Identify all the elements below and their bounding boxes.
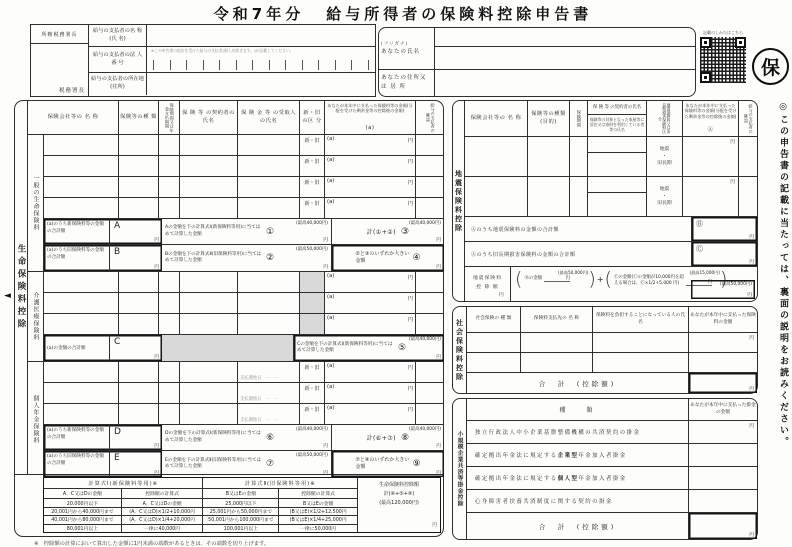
soc-amount-cell — [689, 353, 757, 372]
tax-office-column — [31, 25, 89, 96]
mut-row-label: 確定拠出年金法に規定する 企業型 年金加入者掛金 — [467, 444, 689, 466]
col-company: 保険会社等の 名 称 — [28, 101, 119, 134]
cell-amount: (a) 円 — [325, 177, 416, 197]
cell-amount: (a) 円 — [325, 272, 416, 292]
life-deduction-total-formula: 計(④+⑤+⑨) — [383, 491, 415, 497]
col-payer-confirm: 給与の支払者の確認 — [426, 102, 436, 133]
mut-amount-cell — [689, 444, 757, 466]
mut-col-amount: あなたが本年中に支払った掛金の金額 — [690, 403, 756, 415]
tax-office-suffix: 税務署長 — [58, 88, 85, 94]
eq-col-amount-text: あなたが本年中に支払った保険料等の金額(分配を受けた剰余金等の控除後の金額) — [684, 103, 737, 119]
eq-col-names — [588, 101, 647, 136]
row-E-pick: ⑦と⑧のいずれか大きい金額 ⑨ 円 — [332, 451, 444, 477]
payer-name-label: 給与の支払者の名 称(氏 名) — [89, 25, 147, 46]
eq-deduction-result: (最高50,000円) 円 — [691, 280, 755, 299]
soc-col-payee: 保険料支払先の 名 称 — [521, 307, 593, 332]
furigana-label: (フリガナ) — [381, 41, 409, 47]
earthquake-side-label: 地震保険料控除 — [454, 169, 463, 233]
payer-info-block — [30, 24, 376, 97]
eq-col-contractor: 保 険 等 の契約者の氏名 — [588, 101, 646, 115]
corporate-number-boxes — [153, 60, 369, 70]
row-E-value: E 円 — [114, 453, 159, 476]
eq-row-C-label: Ⓐのうち旧長期損害保険料の金額の合計額 — [465, 242, 692, 266]
tax-office-box-label: 所轄税務署長 — [31, 25, 88, 44]
eq-row-B-value: Ⓑ 円 — [692, 217, 757, 241]
row-D — [44, 425, 444, 451]
your-address-row — [379, 70, 695, 96]
formula-col-new-amount: A、C又はDの金額 — [44, 489, 122, 498]
formula-cell: 25,000円以下 — [203, 499, 279, 506]
ho-stamp-char: 保 — [760, 57, 780, 79]
your-address-field — [435, 70, 695, 96]
cell-shinkyu: 新・旧 — [300, 198, 325, 218]
mut-total-value: 円 — [689, 513, 757, 539]
social-data-row — [467, 333, 757, 353]
formula-title-new: 計算式Ⅰ(新保険料等用)※ — [44, 478, 203, 488]
formula-cell: 一律に50,000円 — [300, 526, 337, 532]
life-data-row: 支払開始日 ・ ・ 新・旧 (a) 円 — [44, 383, 444, 404]
row-D-label: (a)のうち新保険料等の金額の合計額 — [44, 425, 110, 450]
formula-area — [15, 475, 443, 536]
payer-address-label: 給与の支払者の所在地(住所) — [89, 73, 147, 95]
pension-section — [28, 362, 444, 477]
cell-amount: (a) 円 — [325, 383, 416, 403]
mut-amount-cell — [689, 467, 757, 489]
mutual-side-column — [453, 399, 467, 539]
mut-row-label: 独立行政法人中小企業基盤整備機構の共済契約の掛金 — [467, 421, 689, 443]
row-marker-arrow: ◄ — [4, 291, 11, 301]
eq-row-B-label: Ⓐのうち地震保険料の金額の合計額 — [465, 217, 692, 241]
life-header-row — [28, 101, 444, 135]
earthquake-data-row — [465, 177, 757, 217]
formula-col-old-amount: B又はEの金額 — [203, 489, 279, 498]
eq-deduction-formula: ( (最高50,000円) Ⓑの金額 円 ) + ( (最高15,000円) Ⓒの金額(Ⓒの金額が10,000円を超える場合は、Ⓒ×1/2+5,000 円) 円 ) 円 (最高50,000円) 円 — [511, 267, 757, 301]
formula-cell: (B又はE)×1/2+12,500円 — [289, 509, 347, 515]
cell-amount: (a) 円 — [325, 198, 416, 218]
cell-shinkyu: 新・旧 — [300, 383, 325, 403]
life-deduction-total-max: (最高120,000円) — [379, 500, 419, 506]
row-D-calc: Dの金額を下の計算式Ⅰ(新保険料等用)に当てはめて計算した金額 ⑥ (最高40,000円) 円 — [162, 425, 332, 450]
eq-col-kubun: 地震保険料又は旧長期損害保険料区分 — [647, 101, 683, 136]
mutual-data-row — [467, 490, 757, 513]
cell-shinkyu: 新・旧 — [300, 362, 325, 382]
form-title — [168, 3, 638, 24]
eq-row-B — [465, 217, 757, 242]
cell-period — [159, 135, 180, 155]
row-A-label: (a)のうち新保険料等の金額の合計額 — [44, 219, 110, 244]
formula-table — [43, 477, 441, 533]
col-amount — [325, 101, 416, 134]
eq-row-C — [465, 242, 757, 267]
formula-cell: 20,000円以下 — [44, 499, 122, 506]
declarant-info-block — [378, 27, 696, 97]
life-data-row — [44, 293, 444, 314]
eq-row-C-value: Ⓒ 円 — [692, 242, 757, 266]
your-name-field — [435, 47, 695, 69]
mut-row-label: 確定拠出年金法に規定する 個人型 年金加入者掛金 — [467, 467, 689, 489]
care-medical-section — [28, 272, 444, 362]
mut-amount-cell — [689, 490, 757, 512]
mutual-data-row — [467, 444, 757, 467]
cell-shinkyu: 新・旧 — [300, 404, 325, 424]
cell-amount: (a) 円 — [325, 156, 416, 176]
formula-cell: 一律に40,000円 — [122, 525, 204, 532]
cell-shinkyu: 新・旧 — [300, 135, 325, 155]
mutual-header-row — [467, 399, 757, 421]
general-life-section — [28, 135, 444, 272]
qr-block — [699, 30, 747, 83]
social-side-column — [453, 307, 467, 393]
social-data-row — [467, 353, 757, 373]
cell-shinkyu: 新・旧 — [300, 177, 325, 197]
soc-col-amount: あなたが本年中に支払った保険料の金額 — [690, 313, 756, 325]
eq-col-resident: 保険等の対象となった家屋等に居住又は家財を利用している者等の氏名 — [589, 117, 645, 133]
mut-amount-cell: 円 — [749, 424, 754, 429]
row-B-label: (a)のうち旧保険料等の金額の合計額 — [44, 245, 110, 271]
life-data-row — [44, 362, 444, 383]
eq-col-amount — [683, 101, 739, 136]
soc-total-value: 円 — [689, 373, 757, 393]
row-B-pick: ②と③のいずれか大きい金額 ④ 円 — [332, 245, 444, 271]
payer-name-row — [89, 25, 375, 47]
col-period: 保険期間又は年金支払期間 — [159, 101, 180, 134]
formula-cell: (A、C又はD)×1/4+20,000円 — [122, 516, 204, 523]
row-C-value: C 円 — [114, 337, 159, 360]
eq-amount-cell: 円 — [683, 137, 739, 176]
row-E-calc: Eの金額を下の計算式Ⅱ(旧保険料等用)に当てはめて計算した金額 ⑦ (最高50,000円) 円 — [162, 451, 332, 477]
cell-confirm — [416, 135, 444, 155]
social-total-row — [467, 373, 757, 393]
social-header-row — [467, 307, 757, 333]
payer-number-row — [89, 47, 375, 73]
cell-recipient: 支払開始日 ・ ・ — [238, 362, 300, 382]
eq-deduction-label: 地震保険料 控 除 額 — [465, 267, 511, 301]
formula-cell: B又はEの金額 — [302, 501, 334, 507]
your-name-label — [379, 28, 435, 69]
mutual-side-label: 小規模企業共済等掛金控除 — [456, 431, 462, 507]
eq-kubun-cell: 地震 ・ 旧長期 — [647, 177, 683, 216]
eq-deduction-row — [465, 267, 757, 301]
eq-col-period: 保険期間 — [570, 101, 588, 136]
formula-title-old: 計算式Ⅱ(旧保険料等用)※ — [244, 480, 316, 487]
eq-col-amount-a-mark: Ⓐ — [707, 126, 714, 133]
care-medical-side: 介護医療保険料 — [28, 272, 44, 361]
row-C-calc: Cの金額を下の計算式Ⅰ(新保険料等用)に当てはめて計算した金額 ⑤ (最高40,000円) 円 — [294, 335, 444, 361]
cell-shinkyu-na — [300, 272, 325, 292]
col-shinkyu: 新・旧の区 分 — [300, 101, 325, 134]
payer-address-field — [147, 73, 375, 95]
mutual-total-row — [467, 513, 757, 539]
payer-number-note: ※この申告書の提出を受けた給与の支払者(個人を除きます。)が記載してください。 — [151, 48, 294, 53]
social-insurance-section — [452, 306, 758, 394]
eq-col-kind: 保険等の種類(目的) — [528, 101, 570, 136]
col-amount-a-mark: (a) — [365, 124, 375, 131]
row-A — [44, 219, 444, 245]
row-E — [44, 451, 444, 477]
cell-amount: (a) 円 — [325, 314, 416, 334]
row-B-calc: Bの金額を下の計算式Ⅱ(旧保険料等用)に当てはめて計算した金額 ② (最高50,000円) 円 — [162, 245, 332, 271]
payer-number-field — [147, 47, 375, 72]
row-A-calc: Aの金額を下の計算式Ⅰ(新保険料等用)に当てはめて計算した金額 ① (最高40,000円) 円 — [162, 219, 332, 244]
formula-cell: 80,001円以上 — [44, 525, 122, 532]
life-data-row — [44, 272, 444, 293]
formula-cell: A、C又はDの金額 — [122, 499, 204, 506]
mut-total-label: 合 計 (控除額) — [467, 513, 689, 539]
cell-recipient — [238, 135, 300, 155]
earthquake-side-column — [453, 101, 465, 301]
margin-instructions-note: ◎この申告書の記載に当たっては、裏面の説明をお読みください。 — [778, 102, 788, 448]
form-title-year: 令和7年分 — [213, 5, 305, 23]
life-data-row: 支払開始日 ・ ・ 新・旧 (a) 円 — [44, 404, 444, 425]
mut-row-label: 心身障害者扶養共済制度に関する契約の掛金 — [467, 490, 689, 512]
row-C-label: (a)の金額の合計額 — [44, 335, 110, 361]
furigana-field — [435, 28, 695, 47]
life-data-row — [44, 177, 444, 198]
life-deduction-total-label: 生命保険料控除額 — [378, 482, 419, 488]
life-data-row — [44, 156, 444, 177]
mut-col-kind: 種 類 — [467, 399, 689, 420]
life-side-column — [15, 101, 28, 474]
soc-total-label: 合 計 (控除額) — [467, 373, 689, 393]
cell-amount: (a) 円 — [325, 135, 416, 155]
your-name-row — [379, 28, 695, 70]
cell-contractor — [180, 135, 238, 155]
row-B-value: B 円 — [114, 247, 159, 270]
formula-cell: 25,001円から50,000円まで — [203, 508, 279, 515]
formula-cell: (B又はE)×1/4+25,000円 — [289, 518, 347, 524]
formula-cell: 20,001円から40,000円まで — [44, 508, 122, 515]
cell-amount: (a) 円 — [325, 362, 416, 382]
cell-kind — [119, 135, 159, 155]
payer-number-label: 給与の支払者の法 人 番 号 — [89, 47, 147, 72]
row-D-value: D 円 — [114, 427, 159, 449]
life-data-row — [44, 198, 444, 219]
qr-code — [700, 37, 746, 83]
formula-col-calc-new: 控除額の計算式 — [122, 489, 204, 498]
life-insurance-section — [14, 100, 444, 537]
qr-caption: 記載のしかたはこちら — [703, 30, 743, 35]
row-B — [44, 245, 444, 271]
earthquake-header-row — [465, 101, 757, 137]
row-C — [44, 335, 444, 361]
eq-kubun-cell: 地震 ・ 旧長期 — [647, 137, 683, 176]
life-data-row — [44, 314, 444, 335]
your-address-label: あなたの住所又 は 居 所 — [379, 70, 435, 96]
row-E-label: (a)のうち旧保険料等の金額の合計額 — [44, 451, 110, 477]
cell-amount: (a) 円 — [325, 293, 416, 313]
mutual-data-row — [467, 467, 757, 490]
rounding-footnote: ※ 控除額の計算において算出した金額に1円未満の端数があるときは、その端数を切り上げます。 — [34, 541, 270, 547]
pension-side: 個人年金保険料 — [28, 362, 44, 477]
mutual-data-row — [467, 421, 757, 444]
col-amount-text: あなたが本年中に支払った保険料等の金額(分配を受けた剰余金等の控除後の金額) — [327, 103, 413, 114]
cell-amount: (a) 円 — [325, 404, 416, 424]
life-deduction-total: 生命保険料控除額 計(④+⑤+⑨) (最高120,000円) 円 — [378, 482, 437, 529]
your-name-text: あなたの氏名 — [381, 48, 421, 55]
earthquake-insurance-section — [452, 100, 758, 302]
row-A-total: 計(①+②) ③ (最高40,000円) 円 — [366, 221, 441, 243]
social-side-label: 社会保険料控除 — [455, 318, 464, 382]
general-life-side: 一般の生命保険料 — [28, 135, 44, 271]
soc-col-kind: 社会保険の 種 類 — [467, 307, 521, 332]
col-contractor: 保 険 等 の契約者の氏名 — [180, 101, 238, 134]
row-C-shaded — [162, 335, 294, 361]
soc-amount-cell: 円 — [749, 336, 754, 341]
formula-col-calc-old: 控除額の計算式 — [301, 492, 335, 498]
ho-stamp-icon — [752, 48, 789, 85]
earthquake-data-row — [465, 137, 757, 177]
life-data-row — [44, 135, 444, 156]
formula-cell: 40,001円から80,000円まで — [44, 516, 122, 523]
col-kind: 保険等の種 類 — [119, 101, 159, 134]
formula-cell: (A、C又はD)×1/2+10,000円 — [122, 508, 204, 515]
eq-col-confirm: 給与の支払者の確認 — [744, 103, 754, 134]
payer-name-field — [147, 25, 375, 46]
payer-address-row — [89, 73, 375, 95]
form-title-main: 給与所得者の保険料控除申告書 — [326, 5, 593, 23]
soc-col-person: 保険料を負担することになっている人の氏名 — [593, 307, 689, 332]
eq-amount-cell: 円 — [683, 177, 739, 216]
col-recipient: 保 険 金 等 の受取人の氏名 — [238, 101, 300, 134]
row-A-value: A 円 — [114, 221, 159, 243]
formula-cell: 50,001円から100,000円まで — [203, 516, 279, 523]
eq-col-company: 保険会社等の 名 称 — [465, 101, 528, 136]
formula-cell: 100,001円以上 — [203, 525, 279, 532]
mutual-aid-section — [452, 398, 758, 540]
cell-company — [44, 135, 119, 155]
row-D-total: 計(⑥+⑦) ⑧ (最高40,000円) 円 — [366, 427, 441, 449]
life-side-label: 生命保険料控除 — [16, 243, 26, 332]
cell-shinkyu: 新・旧 — [300, 156, 325, 176]
